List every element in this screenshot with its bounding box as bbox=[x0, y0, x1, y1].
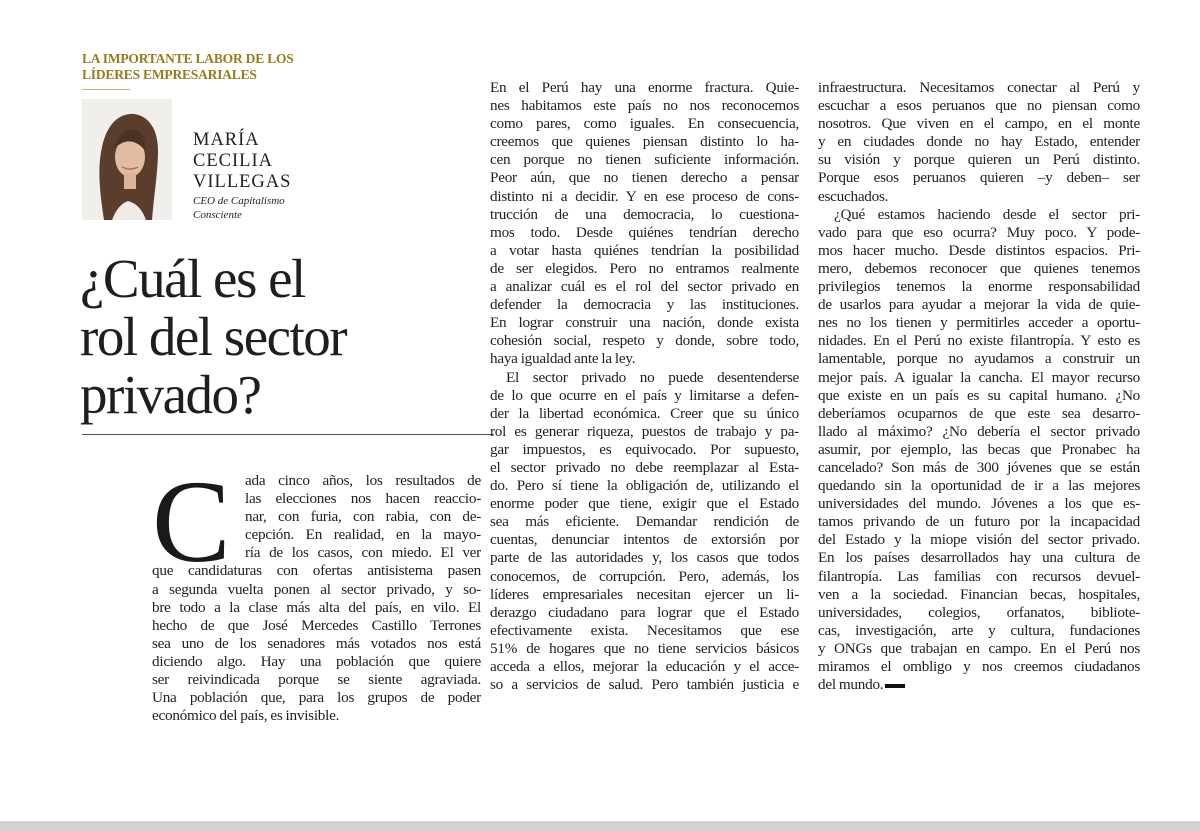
column-line: nes habitamos este país no nos reconocemos bbox=[490, 97, 799, 115]
column-line: universidades del mundo. Jóvenes a los que es- bbox=[818, 495, 1140, 513]
column-line: cohesión social, respeto y donde, sobre todo, bbox=[490, 332, 799, 350]
headline-line: ¿Cuál es el bbox=[80, 248, 305, 309]
column-line: y ONGs que trabajan en campo. En el Perú nos bbox=[818, 639, 1140, 657]
headline-line: rol del sector bbox=[80, 306, 347, 367]
author-name-line: CECILIA bbox=[193, 151, 273, 171]
column-line: las elecciones nos hacen reaccio- bbox=[245, 490, 481, 508]
column-line: Peor aún, que no tienen derecho a pensar bbox=[490, 169, 799, 187]
column-line: el sector privado no debe reemplazar al Esta- bbox=[490, 458, 799, 476]
column-line: filantropía. Las familias con recursos devuel- bbox=[818, 567, 1140, 585]
column-line: ven a la sociedad. Financian becas, hospitales, bbox=[818, 585, 1140, 603]
column-line: bre todo a la clase más alta del país, en vilo. El bbox=[152, 598, 481, 616]
column-line: cas, investigación, arte y cultura, fundaciones bbox=[818, 621, 1140, 639]
column-line: que existe en un país es su capital humano. ¿No bbox=[818, 386, 1140, 404]
article-headline bbox=[80, 250, 500, 424]
column-line: que candidaturas con ofertas antisistema pasen bbox=[152, 562, 481, 580]
column-line: a segunda vuelta ponen al sector privado, y so- bbox=[152, 580, 481, 598]
column-line: conocemos, de corrupción. Pero, además, los bbox=[490, 567, 799, 585]
column-line: En los países desarrollados hay una cultura de bbox=[818, 549, 1140, 567]
column-line: parte de las autoridades y, los casos que todos bbox=[490, 549, 799, 567]
column-line: escuchados. bbox=[818, 187, 889, 205]
end-of-article-mark bbox=[885, 684, 905, 688]
column-line: escuchar a esos peruanos que no piensan como bbox=[818, 97, 1140, 115]
column-line: sea más eficiente. Demandar rendición de bbox=[490, 513, 799, 531]
author-role-line: Consciente bbox=[193, 209, 242, 221]
column-line: vado para que eso ocurra? Muy poco. Y pode- bbox=[818, 223, 1140, 241]
column-line: y en ciudades donde no hay Estado, entender bbox=[818, 133, 1140, 151]
column-line: der la libertad económica. Creer que su único bbox=[490, 404, 799, 422]
column-line: ada cinco años, los resultados de bbox=[245, 472, 481, 489]
column-line: acceda a ellos, mejorar la educación y el acce- bbox=[490, 658, 799, 675]
column-line: su visión y porque quieren un Perú distinto. bbox=[818, 151, 1140, 169]
column-line: so a servicios de salud. Pero también justicia e bbox=[490, 676, 799, 694]
column-line: do. Pero sí tiene la obligación de, utilizando el bbox=[490, 477, 799, 495]
column-line: privilegios tenemos la enorme responsabilidad bbox=[818, 278, 1140, 296]
column-line: universidades, colegios, orfanatos, bibliote- bbox=[818, 603, 1140, 621]
page-bottom-bar bbox=[0, 821, 1200, 831]
column-line: diciendo algo. Hay una población que quiere bbox=[152, 652, 481, 670]
column-line: asumir, por ejemplo, las becas que Pronabec ha bbox=[818, 440, 1140, 458]
column-line: como pares, como iguales. En consecuencia, bbox=[490, 115, 799, 133]
column-line: cepción. En realidad, en la mayo- bbox=[245, 526, 481, 544]
column-line: del Estado y la miope visión del sector privado. bbox=[818, 531, 1140, 549]
column-line: 51% de hogares que no tiene servicios básicos bbox=[490, 639, 799, 657]
column-line: enorme poder que tiene, exigir que el Estado bbox=[490, 495, 799, 513]
column-line: mero, debemos reconocer que quienes tenemos bbox=[818, 259, 1140, 277]
column-line: Porque esos peruanos quieren –y deben– ser bbox=[818, 169, 1140, 187]
article-column-2 bbox=[490, 79, 799, 694]
column-line: deberíamos ocuparnos de que este sea desarro- bbox=[818, 404, 1140, 422]
column-line: hecho de que José Mercedes Castillo Terrones bbox=[152, 616, 481, 634]
column-line: rol es generar riqueza, puestos de trabajo y pa- bbox=[490, 422, 799, 440]
column-line: de lo que ocurre en el país y limitarse a defen- bbox=[490, 386, 799, 404]
column-line: lamentable, porque no ayudamos a construir un bbox=[818, 350, 1140, 368]
column-line: líderes empresariales necesitan ejercer un li- bbox=[490, 585, 799, 603]
column-line: distinto ni a decidir. Y en ese proceso de cons- bbox=[490, 187, 799, 205]
column-line: a votar hasta quiénes tendrían la posibilidad bbox=[490, 241, 799, 259]
column-line: mejor país. A igualar la cancha. El mayor recurso bbox=[818, 368, 1140, 386]
drop-cap: C bbox=[152, 456, 231, 587]
column-line: defender la democracia y las instituciones. bbox=[490, 296, 799, 314]
column-line: nosotros. Que viven en el campo, en el monte bbox=[818, 115, 1140, 133]
column-line: de usarlos para ayudar a mejorar la vida de quie- bbox=[818, 296, 1140, 314]
author-role bbox=[193, 194, 343, 222]
column-line: sea uno de los senadores más votados nos está bbox=[152, 634, 481, 652]
column-line: económico del país, es invisible. bbox=[152, 707, 340, 725]
column-line: nidades. En el Perú no existe filantropía. Y esto es bbox=[818, 332, 1140, 350]
column-line: infraestructura. Necesitamos conectar al Perú y bbox=[818, 79, 1140, 96]
article-column-1 bbox=[152, 456, 481, 725]
column-line: En lograr construir una nación, donde exista bbox=[490, 314, 799, 332]
column-line: quedando sin la oportunidad de ir a las mejores bbox=[818, 477, 1140, 495]
column-line: mos hacer mucho. Desde distintos espacios. Pri- bbox=[818, 241, 1140, 259]
headline-rule bbox=[82, 434, 494, 435]
column-line: tamos privando de un futuro por la incapacidad bbox=[818, 513, 1140, 531]
column-line: nes no los tienen y permitirles acceder a oportu- bbox=[818, 314, 1140, 332]
column-line: cuentas, denunciar intentos de extorsión por bbox=[490, 531, 799, 549]
author-photo bbox=[82, 99, 172, 220]
author-name bbox=[193, 130, 343, 193]
column-line: El sector privado no puede desentenderse bbox=[506, 368, 799, 386]
author-name-line: VILLEGAS bbox=[193, 172, 292, 192]
final-line-text: del mundo. bbox=[818, 676, 884, 694]
column-line: ría de los casos, con miedo. El ver bbox=[245, 544, 481, 562]
column-line: efectivamente exista. Necesitamos que ese bbox=[490, 621, 799, 639]
section-label: LA IMPORTANTE LABOR DE LOS LÍDERES EMPRESARIALES bbox=[82, 51, 294, 82]
article-column-3 bbox=[818, 79, 1140, 694]
section-label-rule bbox=[82, 89, 130, 90]
column-line-final bbox=[818, 676, 1140, 694]
column-line: trucción de una democracia, lo cuestiona- bbox=[490, 205, 799, 223]
column-line: creemos que quienes piensan distinto lo ha- bbox=[490, 133, 799, 151]
column-line: nar, con furia, con rabia, con de- bbox=[245, 508, 481, 526]
column-line: a analizar cuál es el rol del sector privado en bbox=[490, 278, 799, 296]
column-line: Una población que, para los grupos de poder bbox=[152, 689, 481, 707]
column-line: llado al máximo? ¿No debería el sector privado bbox=[818, 422, 1140, 440]
column-line: cancelado? Son más de 300 jóvenes que se están bbox=[818, 458, 1140, 476]
column-line: gar impuestos, es equivocado. Por supuesto, bbox=[490, 440, 799, 458]
column-line: haya igualdad ante la ley. bbox=[490, 350, 636, 368]
column-line: mos todo. Desde quiénes tendrían derecho bbox=[490, 223, 799, 241]
column-line: derazgo ciudadano para lograr que el Estado bbox=[490, 603, 799, 621]
column-line: En el Perú hay una enorme fractura. Quie- bbox=[490, 79, 799, 96]
column-line: de ser elegidos. Pero no entramos realmente bbox=[490, 259, 799, 277]
author-role-line: CEO de Capitalismo bbox=[193, 195, 285, 207]
column-line: cen porque no tienen suficiente información. bbox=[490, 151, 799, 169]
column-line: miramos el ombligo y nos creemos ciudadanos bbox=[818, 658, 1140, 675]
author-name-line: MARÍA bbox=[193, 130, 260, 150]
column-line: ¿Qué estamos haciendo desde el sector pri- bbox=[834, 205, 1140, 223]
headline-line: privado? bbox=[80, 364, 261, 425]
column-line: ser reivindicada porque se siente agraviada. bbox=[152, 671, 481, 689]
